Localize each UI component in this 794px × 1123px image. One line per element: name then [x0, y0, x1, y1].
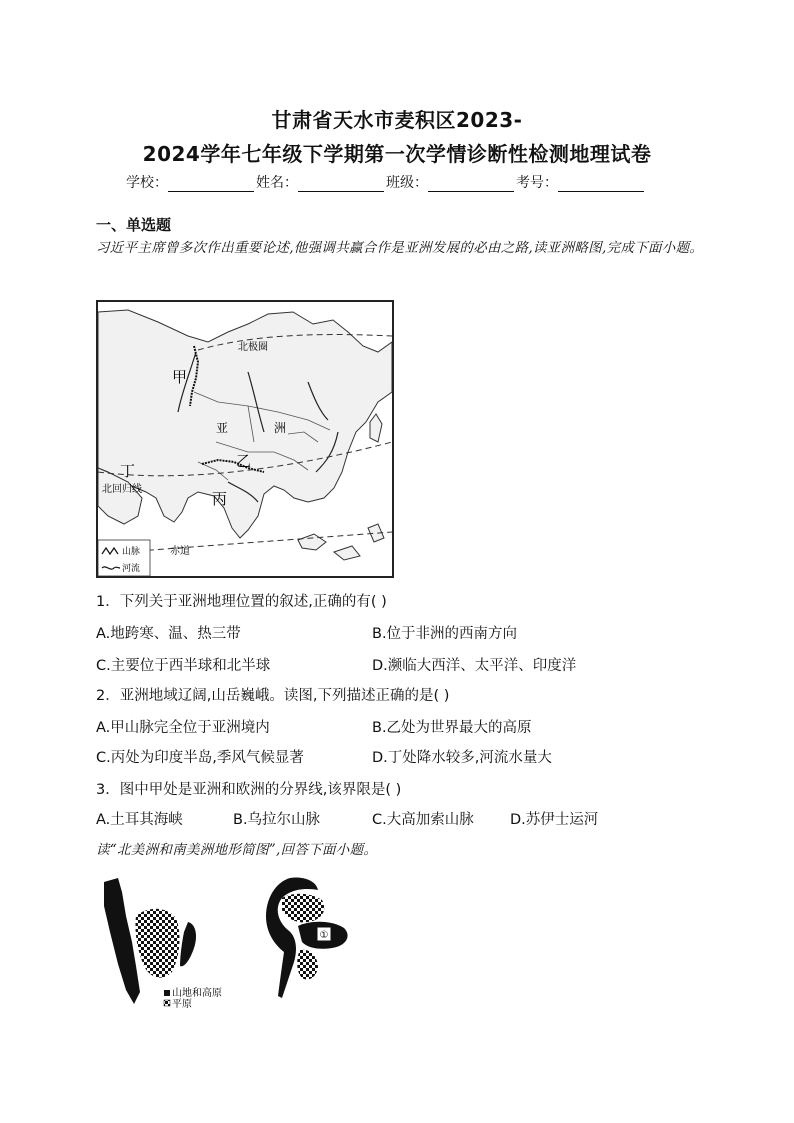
- north-america-mountains: [104, 878, 140, 1004]
- question-1-option-a[interactable]: A.地跨寒、温、热三带: [96, 626, 241, 642]
- question-1-option-b[interactable]: B.位于非洲的西南方向: [372, 626, 518, 642]
- label-ding: 丁: [120, 462, 136, 480]
- question-3-option-c[interactable]: C.大高加索山脉: [372, 812, 474, 828]
- americas-map-svg: [96, 872, 366, 1012]
- question-3-stem: 3．图中甲处是亚洲和欧洲的分界线,该界限是( ): [96, 782, 402, 798]
- americas-map: [96, 872, 366, 1012]
- legend-plains-label: 平原: [172, 999, 192, 1010]
- name-blank[interactable]: [298, 177, 384, 192]
- legend-river-label: 河流: [122, 564, 141, 574]
- label-zhou: 洲: [274, 421, 287, 435]
- page-title-line2: 2024学年七年级下学期第一次学情诊断性检测地理试卷: [142, 142, 652, 166]
- school-label: 学校：: [126, 175, 168, 191]
- north-america-east: [180, 922, 196, 966]
- name-label: 姓名：: [256, 175, 298, 191]
- question-3-option-b[interactable]: B.乌拉尔山脉: [233, 812, 321, 828]
- page-title-line1: 甘肃省天水市麦积区2023-: [271, 108, 523, 132]
- marker-1-label: ①: [319, 930, 329, 941]
- label-jia: 甲: [172, 368, 188, 386]
- label-equator: 赤道: [170, 546, 190, 557]
- legend-mountains-swatch: [164, 990, 170, 996]
- question-3-option-d[interactable]: D.苏伊士运河: [510, 812, 599, 828]
- intro-text-americas: 读“北美洲和南美洲地形简图”,回答下面小题。: [96, 842, 378, 858]
- class-label: 班级：: [386, 175, 428, 191]
- legend-mountains-label: 山地和高原: [172, 988, 222, 999]
- school-blank[interactable]: [168, 177, 254, 192]
- question-2-stem: 2．亚洲地域辽阔,山岳巍峨。读图,下列描述正确的是( ): [96, 688, 450, 704]
- section-title: 一、单选题: [96, 216, 172, 234]
- label-tropic: 北回归线: [102, 484, 142, 495]
- label-bing: 丙: [212, 490, 228, 508]
- asia-map: [96, 300, 394, 578]
- exam-number-label: 考号：: [516, 175, 558, 191]
- legend-mountain-label: 山脉: [122, 547, 141, 557]
- question-1-option-d[interactable]: D.濒临大西洋、太平洋、印度洋: [372, 658, 577, 674]
- south-america-north-plain: [282, 894, 324, 923]
- question-3-option-a[interactable]: A.土耳其海峡: [96, 812, 183, 828]
- question-2-option-c[interactable]: C.丙处为印度半岛,季风气候显著: [96, 750, 304, 766]
- north-america-plains: [135, 909, 179, 978]
- label-yi: 乙: [236, 452, 252, 470]
- label-ya: 亚: [216, 421, 229, 435]
- intro-text-asia: 习近平主席曾多次作出重要论述,他强调共赢合作是亚洲发展的必由之路,读亚洲略图,完成下面小题。: [96, 240, 704, 256]
- exam-number-blank[interactable]: [558, 177, 644, 192]
- question-2-option-b[interactable]: B.乙处为世界最大的高原: [372, 720, 532, 736]
- south-america-south-plain: [297, 950, 318, 980]
- asia-map-svg: [98, 302, 392, 576]
- question-2-option-d[interactable]: D.丁处降水较多,河流水量大: [372, 750, 552, 766]
- question-2-option-a[interactable]: A.甲山脉完全位于亚洲境内: [96, 720, 270, 736]
- label-arctic-circle: 北极圈: [238, 342, 268, 353]
- question-1-option-c[interactable]: C.主要位于西半球和北半球: [96, 658, 271, 674]
- question-1-stem: 1．下列关于亚洲地理位置的叙述,正确的有( ): [96, 594, 387, 610]
- legend-plains-swatch: [164, 1000, 170, 1006]
- student-info-row: [126, 172, 646, 192]
- class-blank[interactable]: [428, 177, 514, 192]
